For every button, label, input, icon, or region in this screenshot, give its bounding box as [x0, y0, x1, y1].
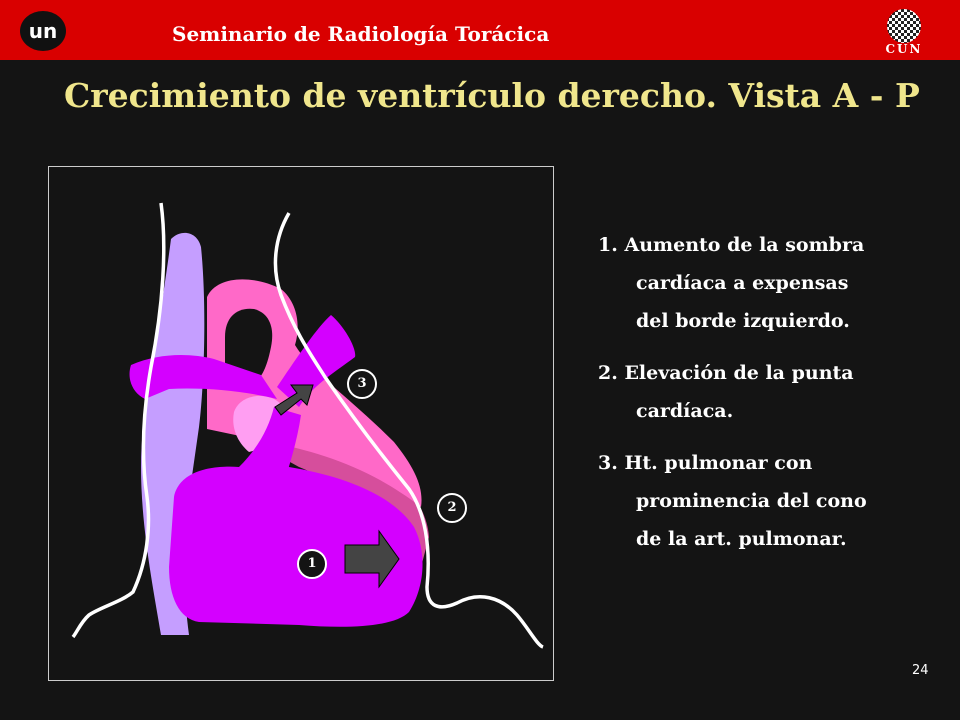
- callout-3: 3: [347, 369, 377, 399]
- page-number: 24: [912, 663, 929, 678]
- slide-title: Crecimiento de ventrículo derecho. Vista A - P: [64, 76, 920, 115]
- heart-illustration: [49, 167, 553, 680]
- finding-3: 3. Ht. pulmonar con prominencia del cono de la art. pulmonar.: [598, 452, 867, 550]
- header-bar: [0, 0, 960, 60]
- cun-logo-text: CUN: [885, 42, 923, 56]
- un-logo: un: [20, 11, 66, 51]
- header-title: Seminario de Radiología Torácica: [172, 22, 550, 46]
- callout-2: 2: [437, 493, 467, 523]
- heart-diagram: [48, 166, 554, 681]
- callout-1: 1: [297, 549, 327, 579]
- finding-1: 1. Aumento de la sombra cardíaca a expensas del borde izquierdo.: [598, 234, 865, 332]
- findings-list: [598, 226, 938, 572]
- finding-2: 2. Elevación de la punta cardíaca.: [598, 362, 854, 422]
